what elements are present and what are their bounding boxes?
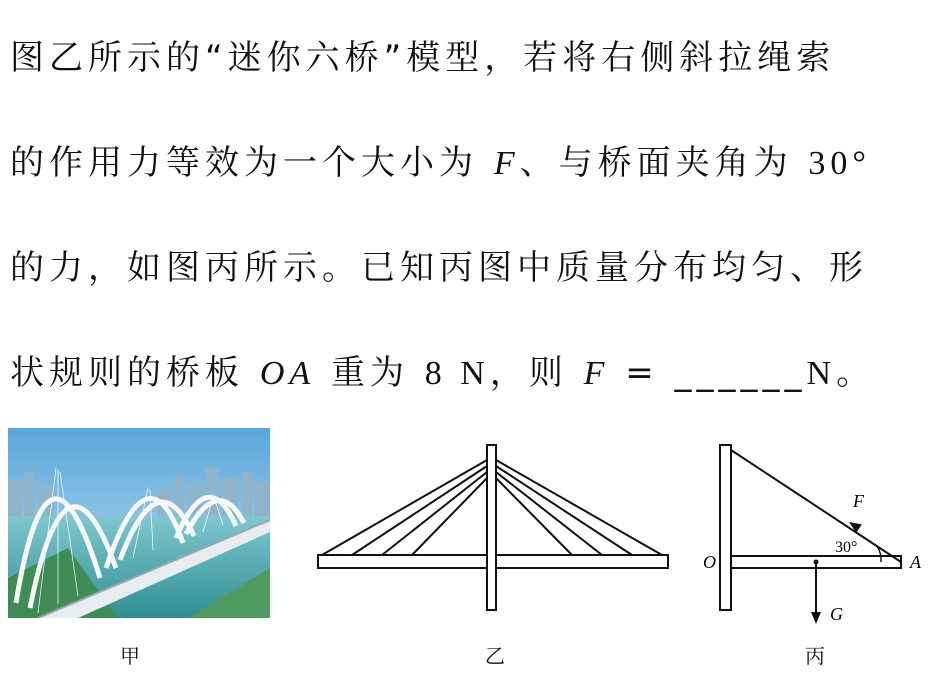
question-text: 、与桥面夹角为 — [519, 143, 793, 183]
question-line-2 — [10, 135, 871, 184]
question-text: ，则 — [489, 353, 568, 393]
angle-value: 30° — [808, 145, 872, 182]
caption-yi: 乙 — [485, 644, 505, 668]
question-line-4 — [10, 345, 875, 394]
question-text: 状规则的桥板 — [10, 353, 244, 393]
question-text: 的力，如图丙所示。已知丙图中质量分布均匀、形 — [10, 248, 868, 288]
cable-line — [731, 450, 901, 562]
force-arrowhead — [849, 522, 862, 533]
label-g: G — [830, 604, 843, 624]
label-f: F — [853, 491, 864, 511]
force-symbol: F — [583, 355, 610, 392]
gravity-arrowhead — [811, 612, 821, 624]
equals-sign: = — [609, 353, 675, 393]
question-text: 的作用力等效为一个大小为 — [10, 143, 478, 183]
answer-blank: ______ — [674, 353, 807, 393]
caption-bing: 丙 — [805, 644, 825, 668]
question-text: 重为 — [330, 353, 409, 393]
question-text: 图乙所示的“迷你六桥”模型，若将右侧斜拉绳索 — [10, 38, 836, 78]
plank-symbol: OA — [259, 355, 316, 392]
label-o: O — [703, 552, 716, 572]
caption-jia: 甲 — [120, 644, 140, 668]
question-line-1 — [10, 30, 835, 79]
force-symbol: F — [493, 145, 520, 182]
label-a: A — [910, 552, 921, 572]
question-line-3 — [10, 240, 868, 289]
cable-stayed-model-diagram — [300, 440, 680, 615]
force-diagram — [695, 440, 929, 630]
unit-text: N。 — [806, 355, 876, 392]
label-angle: 30° — [835, 539, 858, 556]
bridge-photo — [8, 428, 270, 618]
tower — [720, 445, 731, 610]
weight-value: 8 N — [424, 355, 490, 392]
